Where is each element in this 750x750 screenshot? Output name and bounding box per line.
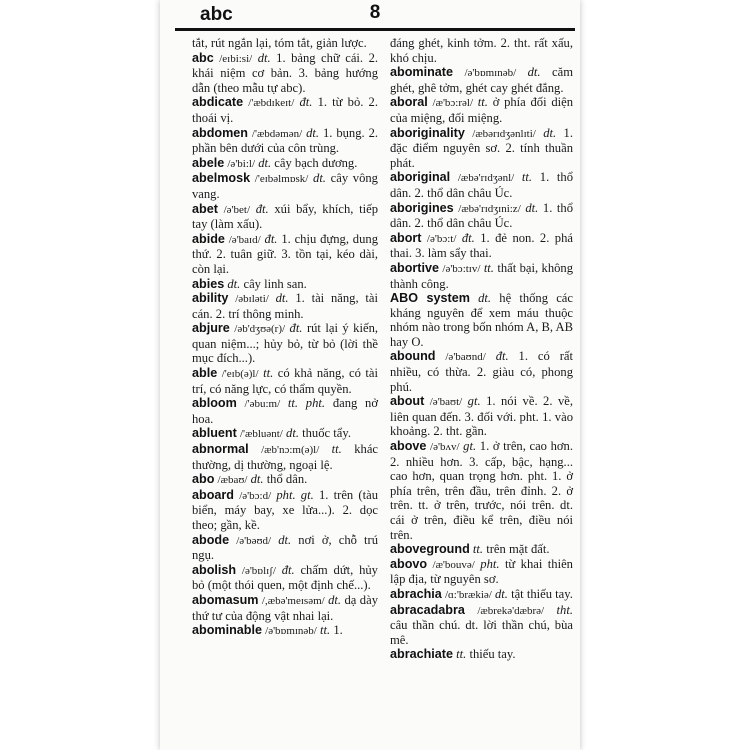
part-of-speech: dt. — [227, 276, 241, 291]
part-of-speech: đt. — [299, 95, 313, 110]
definition: thuốc tẩy. — [302, 426, 351, 441]
part-of-speech: pht. gt. — [276, 487, 314, 502]
definition: 1. thổ dân. 2. thổ dân châu Úc. — [390, 200, 574, 231]
pronunciation: /ə'bəʊd/ — [236, 534, 272, 547]
part-of-speech: đt. — [495, 349, 509, 364]
definition: 1. trên (tàu biển, máy bay, xe lửa...). 2. dọc theo; gần, kề. — [192, 487, 379, 532]
pronunciation: /ə'bɔ:t/ — [426, 232, 457, 245]
headword: abo — [192, 472, 215, 487]
part-of-speech: dt. — [543, 125, 557, 140]
definition: 1. ở trên, cao hơn. 2. nhiều hơn. 3. cấp, bậc, hạng... cao hơn, quan trọng hơn. pht. 1. ở phía trên, trên đầu, trên đỉnh. 2. ở trên. tt. ở trên, trước, nói trên. dt. cái ở trên, điều kể trên, điều nói trên. — [390, 439, 573, 542]
headword: abele — [192, 155, 225, 170]
definition: đang nở hoa. — [192, 396, 379, 426]
part-of-speech: dt. — [527, 65, 541, 80]
pronunciation: /ɑ:'brækiə/ — [444, 588, 492, 601]
definition: có khả năng, có tài trí, có năng lực, có thẩm quyền. — [192, 366, 379, 396]
headword: abloom — [192, 396, 237, 411]
part-of-speech: tt. — [456, 647, 467, 662]
headword: abominate — [390, 65, 453, 80]
part-of-speech: tt. — [483, 260, 494, 275]
headword: abjure — [192, 321, 230, 336]
pronunciation: /æ'bouvə/ — [432, 558, 475, 571]
headword: abortive — [390, 260, 439, 275]
definition: thiếu tay. — [469, 647, 516, 662]
definition: hệ thống các kháng nguyên để xem máu thuộc nhóm nào trong bốn nhóm A, B, AB hay O. — [390, 291, 573, 349]
pronunciation: /æbərɪdʒənlɪti/ — [472, 127, 536, 140]
part-of-speech: dt. — [478, 291, 492, 306]
part-of-speech: tt. — [477, 95, 488, 110]
definition: cây bạch dương. — [274, 155, 358, 170]
part-of-speech: tt. — [472, 542, 484, 557]
part-of-speech: gt. — [463, 439, 477, 454]
headword: abnormal — [192, 442, 249, 457]
part-of-speech: pht. — [480, 556, 500, 571]
part-of-speech: dt. — [275, 291, 289, 306]
part-of-speech: tt. — [320, 623, 331, 638]
dictionary-entry — [390, 261, 573, 291]
definition: 1. bảng chữ cái. 2. khái niệm cơ bản. 3. bảng hướng dẫn (theo mẫu tự abc). — [192, 50, 379, 95]
pronunciation: /ə'baʊnd/ — [445, 351, 486, 364]
dictionary-entry — [192, 202, 378, 232]
part-of-speech: đt. — [264, 231, 278, 246]
dictionary-entry — [390, 126, 573, 171]
dictionary-entry — [390, 65, 573, 95]
definition: trên mặt đất. — [486, 542, 550, 557]
part-of-speech: dt. — [494, 586, 508, 601]
dictionary-entry — [390, 542, 573, 557]
dictionary-entry — [390, 291, 573, 349]
pronunciation: /æbrekə'dæbrə/ — [477, 604, 545, 617]
pronunciation: /æbaʊ/ — [217, 474, 248, 487]
headword: aborigines — [390, 200, 454, 215]
definition: thổ dân. — [266, 472, 308, 487]
pronunciation: /ə'bɔ:tɪv/ — [442, 262, 481, 275]
pronunciation: /'eɪbəlmɒsk/ — [254, 173, 309, 186]
dictionary-entry — [390, 587, 573, 603]
pronunciation: /ə'bɒmɪnəb/ — [464, 67, 517, 80]
dictionary-entry — [192, 472, 378, 488]
pronunciation: /,æbə'meɪsəm/ — [261, 594, 325, 607]
definition: đáng ghét, kinh tởm. 2. tht. rất xấu, khó chịu. — [390, 36, 573, 65]
dictionary-entry — [390, 557, 573, 587]
part-of-speech: tt. — [331, 442, 342, 457]
pronunciation: /ə'baɪd/ — [228, 233, 261, 246]
dictionary-entry — [390, 231, 573, 261]
left-column — [192, 36, 378, 639]
page-header — [175, 2, 575, 31]
headword: abluent — [192, 426, 237, 441]
pronunciation: /'æbdɪkeɪt/ — [248, 97, 295, 110]
dictionary-entry — [390, 603, 573, 648]
headword: abide — [192, 231, 225, 246]
dictionary-entry — [192, 366, 378, 396]
pronunciation: /ə'bɒmɪnəb/ — [265, 625, 317, 638]
dictionary-entry — [192, 321, 378, 366]
dictionary-entry — [192, 396, 378, 426]
part-of-speech: tht. — [556, 602, 573, 617]
dictionary-entry — [192, 232, 378, 277]
definition: 1. có rất nhiều, có thừa. 2. giàu có, phong phú. — [390, 349, 573, 394]
definition: xúi bẩy, khích, tiếp tay (làm xấu). — [192, 201, 378, 232]
dictionary-entry — [390, 95, 573, 125]
headword: abc — [192, 50, 214, 65]
headword: about — [390, 394, 425, 409]
part-of-speech: dt. — [313, 171, 326, 186]
headword: abound — [390, 349, 436, 364]
pronunciation: /əb'dʒʊə(r)/ — [234, 323, 286, 336]
dictionary-entry — [390, 170, 573, 200]
headword: ability — [192, 291, 229, 306]
headword: aboveground — [390, 542, 470, 557]
definition: 1. thổ dân. 2. thổ dân châu Úc. — [390, 170, 573, 200]
dictionary-entry — [390, 394, 573, 439]
part-of-speech: tt. — [263, 366, 274, 381]
part-of-speech: dt. — [257, 50, 271, 65]
guide-word: abc — [200, 4, 233, 25]
dictionary-entry — [192, 156, 378, 172]
right-column — [390, 36, 573, 662]
headword: abort — [390, 230, 422, 245]
headword: abracadabra — [390, 602, 465, 617]
definition: khác thường, dị thường, ngoại lệ. — [192, 442, 378, 472]
pronunciation: /'æbluənt/ — [239, 428, 283, 441]
definition: dạ dày thứ tư của động vật nhai lại. — [192, 592, 378, 623]
dictionary-entry — [192, 533, 378, 563]
definition: 1. chịu đựng, dung thứ. 2. tuân giữ. 3. tồn tại, kéo dài, còn lại. — [192, 231, 378, 276]
dictionary-entry — [192, 593, 378, 623]
pronunciation: /æ'bɔ:rəl/ — [432, 97, 474, 110]
dictionary-entry — [192, 442, 378, 472]
dictionary-entry — [192, 171, 378, 201]
dictionary-entry — [390, 349, 573, 394]
dictionary-entry — [192, 488, 378, 533]
headword: abelmosk — [192, 171, 251, 186]
pronunciation: /'æbdəmən/ — [251, 127, 303, 140]
headword: aboriginality — [390, 125, 465, 140]
part-of-speech: dt. — [525, 200, 539, 215]
dictionary-entry — [192, 426, 378, 442]
headword: able — [192, 366, 218, 381]
pronunciation: /æbə'rɪdʒɪni:z/ — [458, 202, 521, 215]
headword: abolish — [192, 562, 237, 577]
pronunciation: /ə'bi:l/ — [227, 157, 256, 170]
headword: aboral — [390, 95, 428, 110]
headword: abet — [192, 201, 218, 216]
dictionary-entry — [192, 563, 378, 593]
dictionary-entry — [390, 201, 573, 231]
headword: abominable — [192, 623, 262, 638]
headword: abode — [192, 532, 230, 547]
part-of-speech: tt. — [521, 170, 533, 185]
part-of-speech: dt. — [328, 592, 342, 607]
headword: abrachia — [390, 586, 442, 601]
dictionary-entry — [192, 291, 378, 321]
part-of-speech: đt. — [461, 230, 475, 245]
headword: ABO system — [390, 291, 470, 306]
pronunciation: /æbə'rɪdʒənl/ — [457, 172, 515, 185]
definition: thất bại, không thành công. — [390, 260, 574, 291]
entry-continuation — [192, 36, 378, 51]
headword: abies — [192, 276, 225, 291]
pronunciation: /'eɪb(ə)l/ — [221, 368, 259, 381]
dictionary-entry — [192, 126, 378, 156]
pronunciation: /əbɪləti/ — [235, 293, 269, 306]
page-number: 8 — [369, 2, 381, 23]
definition: ở phía đối diện của miệng, đối miệng. — [390, 95, 574, 125]
part-of-speech: đt. — [255, 201, 269, 216]
definition: tật thiếu tay. — [511, 586, 573, 601]
headword: abrachiate — [390, 647, 453, 662]
part-of-speech: tt. pht. — [287, 396, 326, 411]
dictionary-entry — [192, 277, 378, 292]
part-of-speech: dt. — [258, 155, 272, 170]
definition: nơi ở, chỗ trú ngụ. — [192, 532, 379, 563]
part-of-speech: dt. — [278, 532, 292, 547]
definition: câu thần chú. dt. lời thần chú, bùa mê. — [390, 618, 573, 647]
definition: 1. nói về. 2. về, liên quan đến. 3. đối với. pht. 1. vào khoảng. 2. tht. gần. — [390, 394, 573, 439]
definition: 1. bụng. 2. phần bên dưới của côn trùng. — [192, 125, 379, 156]
dictionary-entry — [192, 51, 378, 96]
headword: abdicate — [192, 95, 244, 110]
definition: 1. — [333, 623, 343, 638]
definition: chấm dứt, hủy bỏ (một thói quen, một định chế...). — [192, 562, 378, 593]
definition: rút lại ý kiến, quan niệm...; hủy bỏ, từ bỏ (lời thề mục đích...). — [192, 321, 379, 366]
dictionary-entry — [192, 623, 378, 639]
part-of-speech: đt. — [281, 562, 295, 577]
headword: abomasum — [192, 592, 259, 607]
headword: abdomen — [192, 125, 248, 140]
definition: 1. đặc điểm nguyên sơ. 2. tính thuần phát. — [390, 125, 573, 170]
part-of-speech: dt. — [286, 426, 299, 441]
headword: above — [390, 439, 427, 454]
definition: 1. từ bỏ. 2. thoái vị. — [192, 95, 379, 125]
headword: aboard — [192, 487, 234, 502]
part-of-speech: dt. — [306, 125, 320, 140]
pronunciation: /æb'nɔ:m(ə)l/ — [261, 444, 320, 457]
definition: 1. tài năng, tài cán. 2. trí thông minh. — [192, 291, 378, 321]
pronunciation: /ə'baʊt/ — [429, 396, 463, 409]
part-of-speech: dt. — [250, 472, 264, 487]
definition: cây linh san. — [243, 276, 307, 291]
definition: 1. đẻ non. 2. phá thai. 3. làm sẩy thai. — [390, 230, 573, 261]
pronunciation: /ə'bɔ:d/ — [239, 489, 272, 502]
dictionary-entry — [192, 95, 378, 125]
pronunciation: /ə'bʌv/ — [430, 441, 460, 454]
dictionary-entry — [390, 439, 573, 542]
dictionary-entry — [390, 647, 573, 662]
pronunciation: /ə'bɒlɪʃ/ — [241, 564, 276, 577]
pronunciation: /'əbu:m/ — [244, 398, 281, 411]
pronunciation: /eɪbi:si/ — [219, 52, 253, 65]
part-of-speech: gt. — [467, 394, 481, 409]
headword: abovo — [390, 556, 428, 571]
entry-continuation — [390, 36, 573, 65]
definition: tắt, rút ngắn lại, tóm tắt, giản lược. — [192, 36, 367, 50]
definition: căm ghét, ghê tởm, ghét cay ghét đắng. — [390, 65, 574, 95]
headword: aboriginal — [390, 170, 451, 185]
definition: cây vông vang. — [192, 171, 378, 201]
part-of-speech: đt. — [289, 321, 303, 336]
pronunciation: /ə'bet/ — [223, 203, 251, 216]
definition: từ khai thiên lập địa, từ nguyên sơ. — [390, 556, 573, 587]
